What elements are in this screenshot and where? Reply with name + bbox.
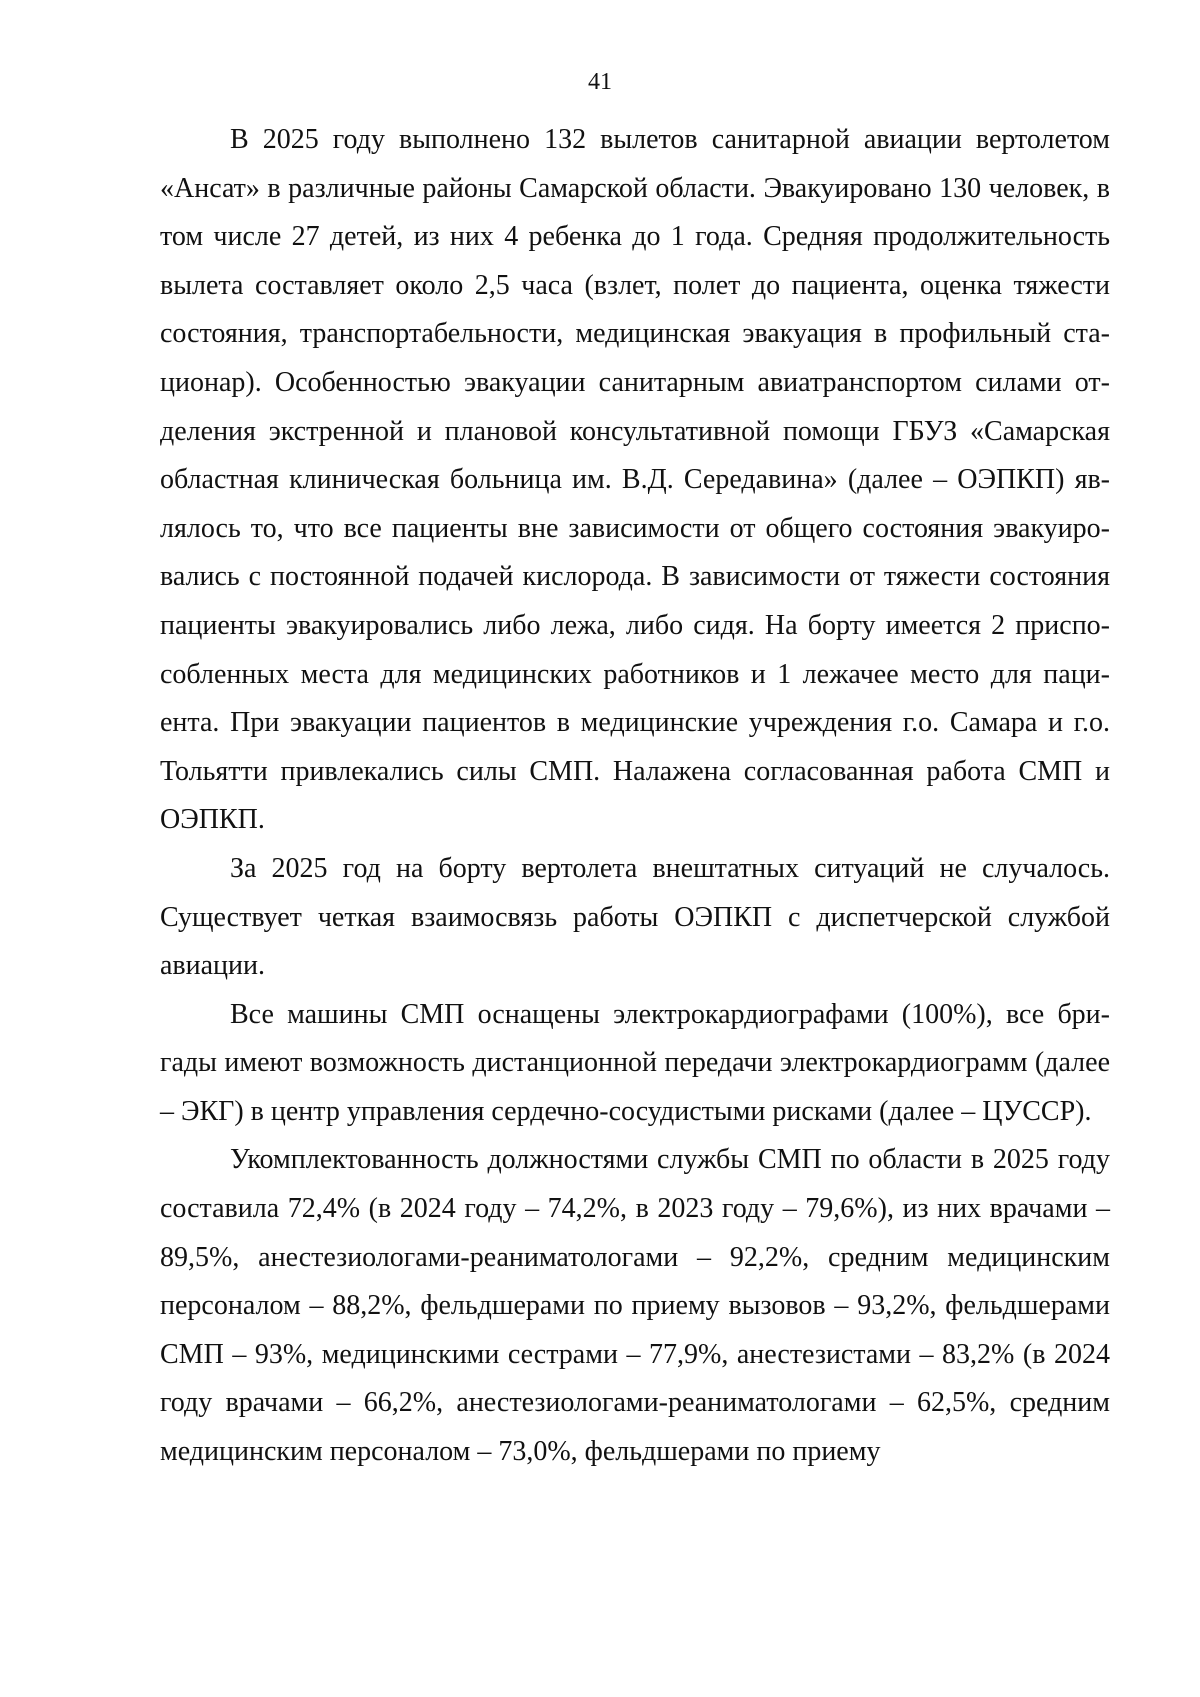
paragraph-no-incidents: За 2025 год на борту вертолета внештатных ситуаций не случалось. Существует четкая взаимосвязь работы ОЭПКП с диспетчерской службой авиации.: [160, 852, 1110, 982]
paragraph-helicopter-flights: В 2025 году выполнено 132 вылетов санитарной авиации вертолетом «Ансат» в различные районы Самарской области. Эвакуировано 130 человек, в том числе 27 детей, из них 4 ребенка до 1 года. Средняя продолжительность вылета составляет около 2,5 часа (взлет, полет до пациента, оценка тяжести состояния, транспортабельности, медицинская эвакуация в профильный стационар). Особенностью эвакуации санитарным авиатранспортом силами отделения экстренной и плановой консультативной помощи ГБУЗ «Самарская областная клиническая больница им. В.Д. Середавина» (далее – ОЭПКП) являлось то, что все пациенты вне зависимости от общего состояния эвакуировались с постоянной подачей кислорода. В зависимости от тяжести состояния пациенты эвакуировались либо лежа, либо сидя. На борту имеется 2 приспособленных места для медицинских работников и 1 лежачее место для пациента. При эвакуации пациентов в медицинские учреждения г.о. Самара и г.о. Тольятти привлекались силы СМП. Налажена согласованная работа СМП и ОЭПКП.: [160, 124, 1110, 836]
paragraph-staffing: Укомплектованность должностями службы СМП по области в 2025 году составила 72,4% (в 2024 году – 74,2%, в 2023 году – 79,6%), из них врачами – 89,5%, анестезиологами-реаниматологами – 92,2%, средним медицинским персоналом – 88,2%, фельдшерами по приему вызовов – 93,2%, фельдшерами СМП – 93%, медицинскими сестрами – 77,9%, анестезистами – 83,2% (в 2024 году врачами – 66,2%, анестезиологами-реаниматологами – 62,5%, средним медицинским персоналом – 73,0%, фельдшерами по приему: [160, 1144, 1110, 1468]
document-body: [160, 116, 1110, 1477]
paragraph-ecg-equipment: Все машины СМП оснащены электрокардиографами (100%), все бригады имеют возможность дистанционной передачи электрокардиограмм (далее – ЭКГ) в центр управления сердечно-сосудистыми рисками (далее – ЦУССР).: [160, 998, 1110, 1127]
page-number: 41: [588, 69, 612, 95]
